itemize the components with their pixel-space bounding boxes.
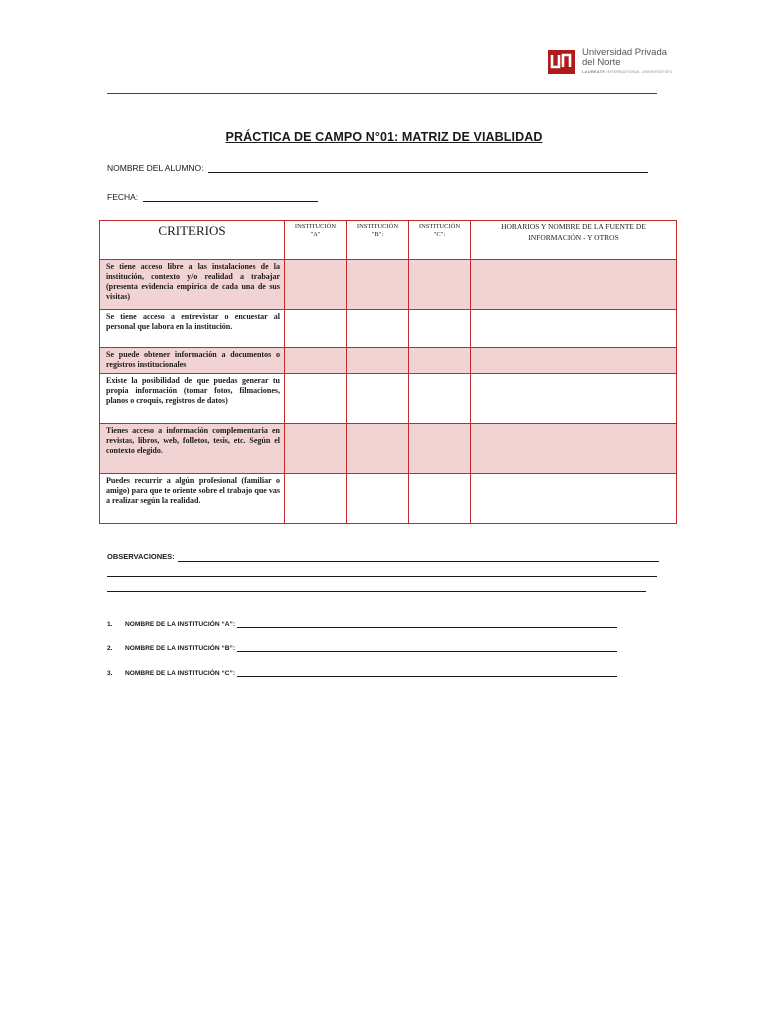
cell-institution-c[interactable] xyxy=(409,424,471,474)
criterion-text: Se tiene acceso libre a las instalaciones de la institución, contexto y/o realidad a trabajar (presenta evidencia empírica de cada una de sus visitas) xyxy=(100,260,285,310)
table-row xyxy=(100,424,677,474)
student-name-label: NOMBRE DEL ALUMNO: xyxy=(107,163,206,173)
criterion-text: Se tiene acceso a entrevistar o encuestar al personal que labora en la institución. xyxy=(100,310,285,348)
cell-institution-b[interactable] xyxy=(347,260,409,310)
table-row xyxy=(100,260,677,310)
observations-line-3[interactable] xyxy=(107,591,646,592)
institution-a-field[interactable] xyxy=(107,621,617,628)
institution-b-label: NOMBRE DE LA INSTITUCIÓN “B”: xyxy=(125,645,236,652)
cell-institution-a[interactable] xyxy=(285,348,347,374)
cell-schedule-source[interactable] xyxy=(471,310,677,348)
header-schedule-line2: INFORMACIÓN - Y OTROS xyxy=(528,233,619,242)
viability-matrix xyxy=(99,220,677,524)
observations-line-2[interactable] xyxy=(107,576,657,577)
cell-schedule-source[interactable] xyxy=(471,260,677,310)
header-institution-a-line2: "A" xyxy=(310,231,321,238)
logo-subtitle-rest: INTERNATIONAL UNIVERSITIES xyxy=(605,69,673,74)
date-field[interactable] xyxy=(107,192,318,202)
date-line[interactable] xyxy=(143,200,318,202)
table-row xyxy=(100,348,677,374)
logo-line-2: del Norte xyxy=(582,57,621,68)
header-institution-b-line1: INSTITUCIÓN xyxy=(356,223,399,230)
institution-a-line[interactable] xyxy=(237,626,617,628)
cell-institution-b[interactable] xyxy=(347,474,409,524)
cell-institution-b[interactable] xyxy=(347,374,409,424)
header-institution-b xyxy=(347,221,409,260)
institution-c-label: NOMBRE DE LA INSTITUCIÓN “C”: xyxy=(125,670,236,677)
table-row xyxy=(100,310,677,348)
university-logo xyxy=(548,48,672,74)
institution-b-number: 2. xyxy=(107,645,113,652)
cell-institution-b[interactable] xyxy=(347,424,409,474)
institution-b-field[interactable] xyxy=(107,645,617,652)
cell-institution-b[interactable] xyxy=(347,310,409,348)
cell-institution-c[interactable] xyxy=(409,348,471,374)
header-schedule-source xyxy=(471,221,677,260)
header-rule xyxy=(107,93,657,94)
observations-label: OBSERVACIONES: xyxy=(107,552,175,561)
table-row xyxy=(100,374,677,424)
cell-schedule-source[interactable] xyxy=(471,374,677,424)
institution-c-number: 3. xyxy=(107,670,113,677)
institution-c-field[interactable] xyxy=(107,670,617,677)
observations-line-1[interactable] xyxy=(178,561,659,562)
logo-line-1: Universidad Privada xyxy=(582,47,668,58)
upn-logo-icon xyxy=(548,50,575,74)
cell-institution-a[interactable] xyxy=(285,474,347,524)
header-institution-b-line2: "B": xyxy=(371,231,384,238)
student-name-line[interactable] xyxy=(208,171,648,173)
cell-schedule-source[interactable] xyxy=(471,474,677,524)
header-institution-c-line1: INSTITUCIÓN xyxy=(418,223,461,230)
cell-schedule-source[interactable] xyxy=(471,424,677,474)
criterion-text: Existe la posibilidad de que puedas generar tu propia información (tomar fotos, filmaciones, planos o croquis, registros de datos) xyxy=(100,374,285,424)
cell-institution-a[interactable] xyxy=(285,374,347,424)
header-row xyxy=(100,221,677,260)
cell-institution-a[interactable] xyxy=(285,424,347,474)
header-institution-c xyxy=(409,221,471,260)
cell-schedule-source[interactable] xyxy=(471,348,677,374)
cell-institution-b[interactable] xyxy=(347,348,409,374)
student-name-field[interactable] xyxy=(107,163,648,173)
cell-institution-c[interactable] xyxy=(409,374,471,424)
cell-institution-a[interactable] xyxy=(285,260,347,310)
criterion-text: Tienes acceso a información complementaria en revistas, libros, web, folletos, tesis, etc. Según el contexto elegido. xyxy=(100,424,285,474)
institution-c-line[interactable] xyxy=(237,675,617,677)
criterion-text: Puedes recurrir a algún profesional (familiar o amigo) para que te oriente sobre el trabajo que vas a realizar según la realidad. xyxy=(100,474,285,524)
cell-institution-a[interactable] xyxy=(285,310,347,348)
header-institution-a xyxy=(285,221,347,260)
institution-a-number: 1. xyxy=(107,621,113,628)
header-schedule-line1: HORARIOS Y NOMBRE DE LA FUENTE DE xyxy=(501,222,646,231)
criterion-text: Se puede obtener información a documentos o registros institucionales xyxy=(100,348,285,374)
institution-b-line[interactable] xyxy=(237,650,617,652)
institution-a-label: NOMBRE DE LA INSTITUCIÓN “A”: xyxy=(125,621,236,628)
date-label: FECHA: xyxy=(107,192,141,202)
page-title: PRÁCTICA DE CAMPO N°01: MATRIZ DE VIABLIDAD xyxy=(225,130,543,144)
logo-subtitle-bold: LAUREATE xyxy=(582,69,606,74)
cell-institution-c[interactable] xyxy=(409,310,471,348)
header-institution-c-line2: "C": xyxy=(433,231,446,238)
header-criteria: CRITERIOS xyxy=(100,221,285,260)
header-institution-a-line1: INSTITUCIÓN xyxy=(294,223,337,230)
cell-institution-c[interactable] xyxy=(409,474,471,524)
cell-institution-c[interactable] xyxy=(409,260,471,310)
logo-subtitle xyxy=(582,70,672,74)
table-row xyxy=(100,474,677,524)
